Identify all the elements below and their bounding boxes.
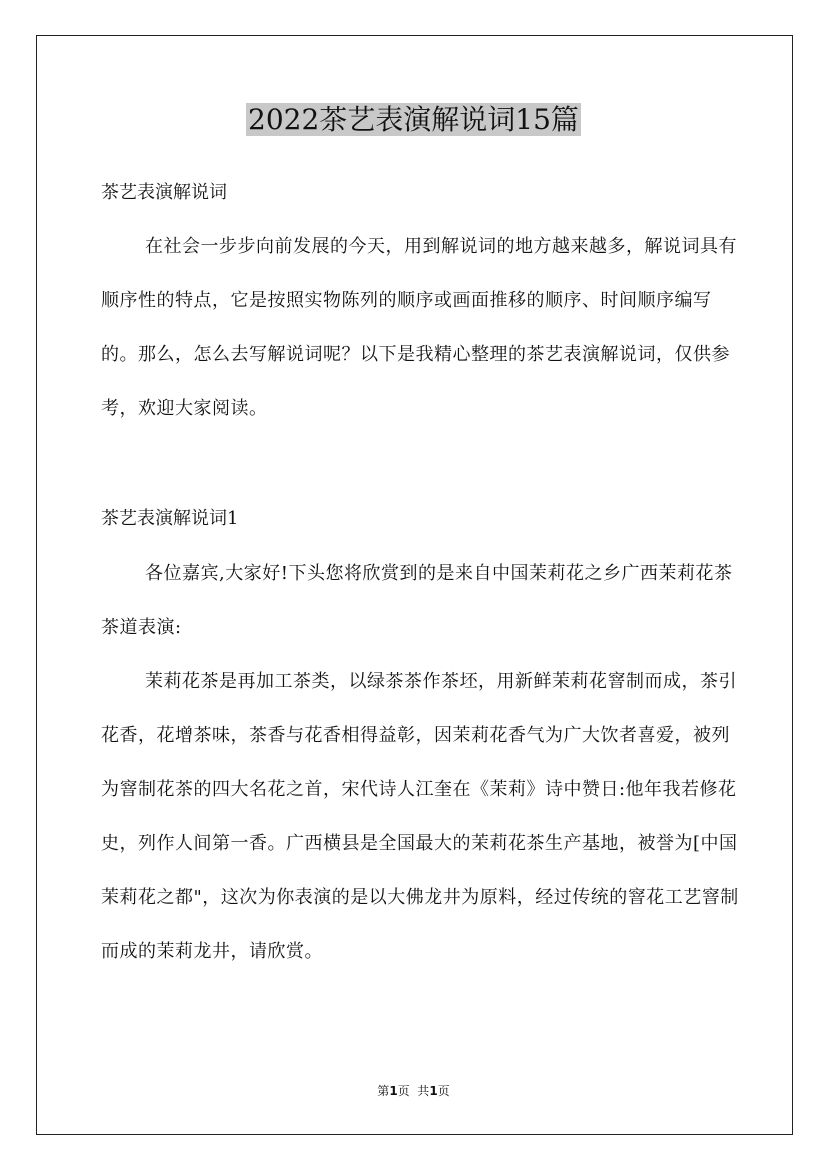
section-heading-intro: 茶艺表演解说词 [101, 182, 227, 203]
intro-paragraph: 在社会一步步向前发展的今天，用到解说词的地方越来越多，解说词具有顺序性的特点，它是按照实物陈列的顺序或画面推移的顺序、时间顺序编写的。那么，怎么去写解说词呢？以下是我精心整理的茶艺表演解说词，仅供参考，欢迎大家阅读。 [101, 236, 737, 419]
footer-page-total: 1 [429, 1084, 438, 1098]
page-footer [0, 1083, 827, 1099]
section-1-paragraph-1: 各位嘉宾,大家好!下头您将欣赏到的是来自中国茉莉花之乡广西茉莉花茶茶道表演: [101, 563, 733, 638]
footer-page-mid: 页 共 [397, 1084, 430, 1098]
section-1-paragraph-2: 茉莉花茶是再加工茶类，以绿茶茶作茶坯，用新鲜茉莉花窨制而成，茶引花香，花增茶味，茶香与花香相得益彰，因茉莉花香气为广大饮者喜爱，被列为窨制花茶的四大名花之首，宋代诗人江奎在《茉莉》诗中赞日:他年我若修花史，列作人间第一香。广西横县是全国最大的茉莉花茶生产基地，被誉为[中国茉莉花之都"，这次为你表演的是以大佛龙井为原料，经过传统的窨花工艺窨制而成的茉莉龙井，请欣赏。 [101, 671, 739, 962]
document-title-text: 2022茶艺表演解说词15篇 [248, 103, 579, 136]
document-title [0, 100, 827, 140]
footer-page-current: 1 [389, 1084, 398, 1098]
footer-page-prefix: 第 [377, 1084, 390, 1098]
section-heading-1: 茶艺表演解说词1 [101, 508, 239, 529]
footer-page-suffix: 页 [437, 1084, 450, 1098]
